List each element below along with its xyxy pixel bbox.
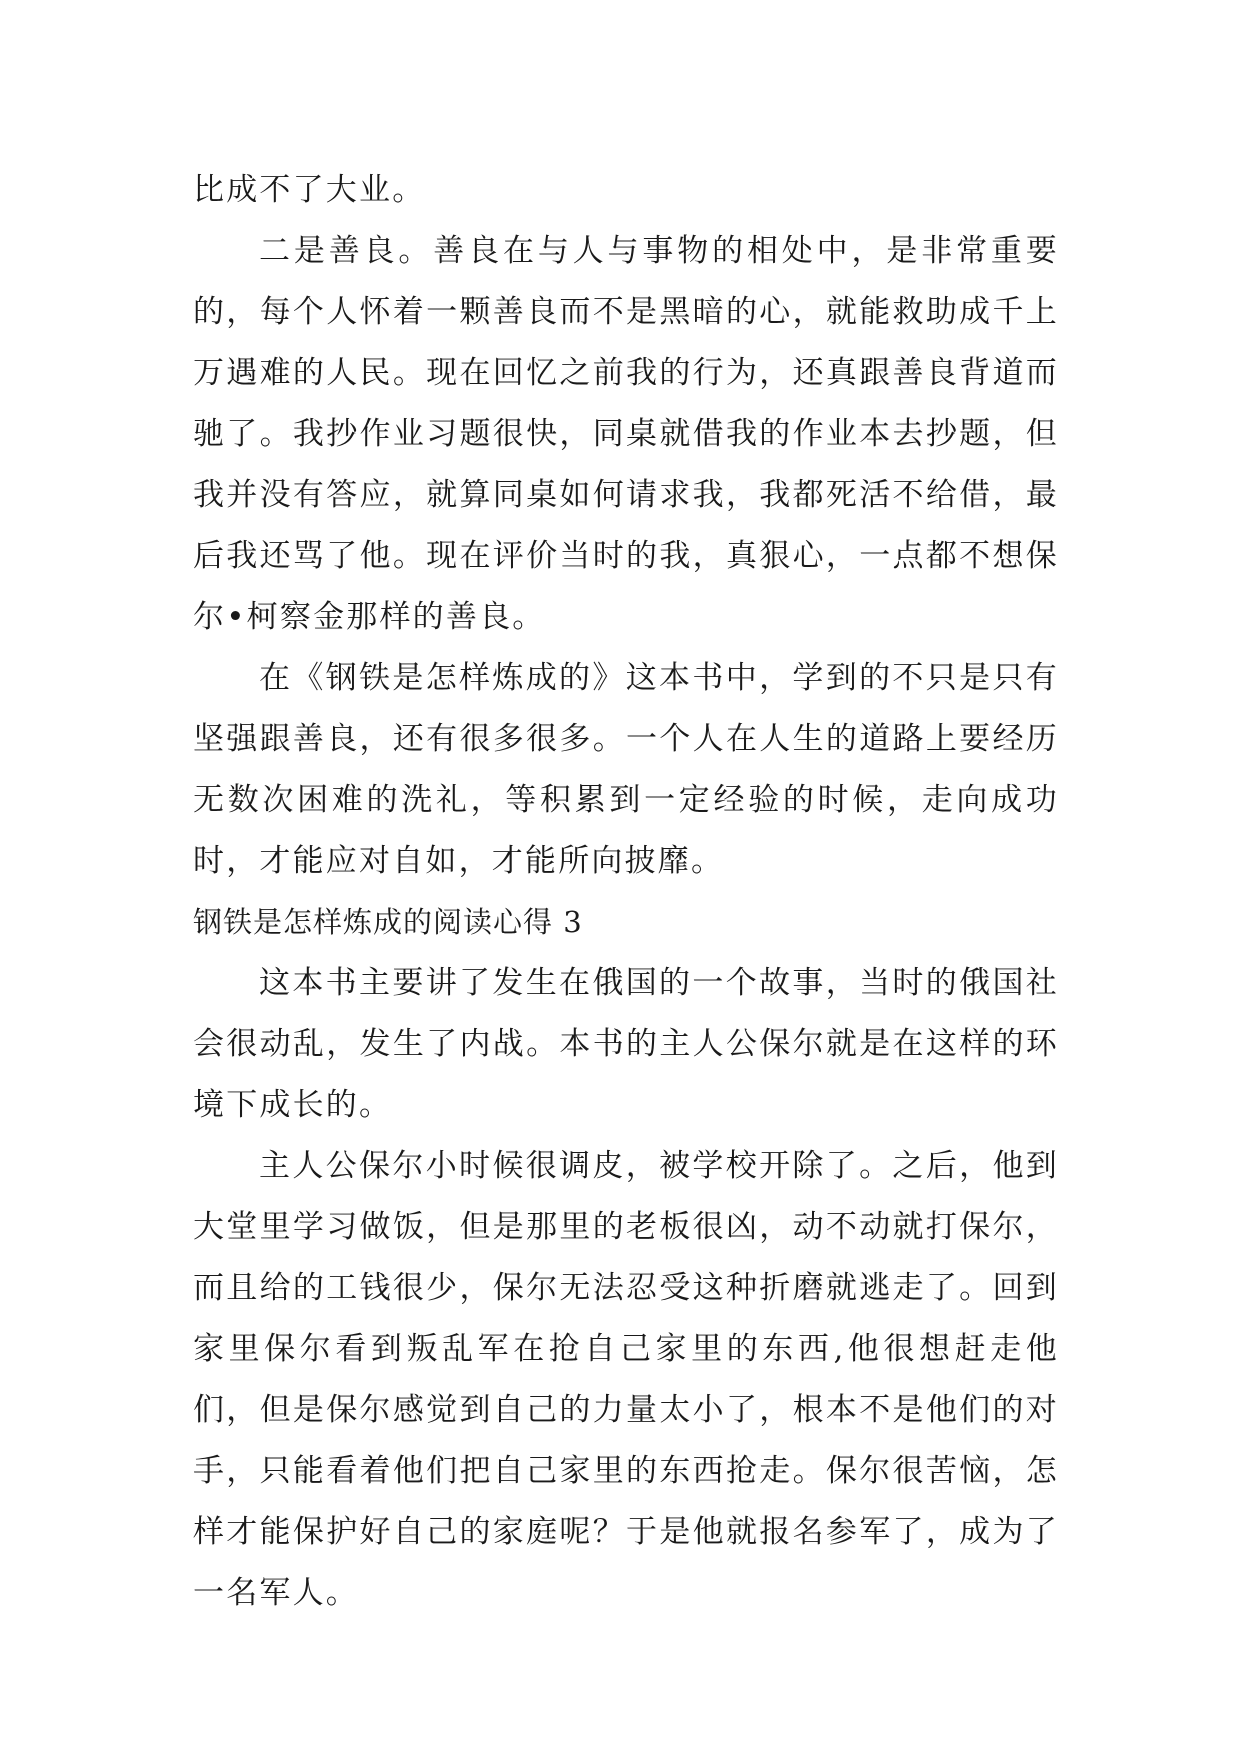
section-heading: 钢铁是怎样炼成的阅读心得 3 <box>193 905 583 939</box>
paragraph-continuation: 比成不了大业。 <box>193 172 426 208</box>
paragraph-kindness: 二是善良。善良在与人与事物的相处中，是非常重要的，每个人怀着一颗善良而不是黑暗的心，就能救助成千上万遇难的人民。现在回忆之前我的行为，还真跟善良背道而驰了。我抄作业习题很快，同桌就借我的作业本去抄题，但我并没有答应，就算同桌如何请求我，我都死活不给借，最后我还骂了他。现在评价当时的我，真狠心，一点都不想保尔•柯察金那样的善良。 <box>193 233 1059 635</box>
paragraph-protagonist: 主人公保尔小时候很调皮，被学校开除了。之后，他到大堂里学习做饭，但是那里的老板很凶，动不动就打保尔，而且给的工钱很少，保尔无法忍受这种折磨就逃走了。回到家里保尔看到叛乱军在抢自己家里的东西,他很想赶走他们，但是保尔感觉到自己的力量太小了，根本不是他们的对手，只能看着他们把自己家里的东西抢走。保尔很苦恼，怎样才能保护好自己的家庭呢？于是他就报名参军了，成为了一名军人。 <box>193 1148 1059 1611</box>
paragraph-book-lessons: 在《钢铁是怎样炼成的》这本书中，学到的不只是只有坚强跟善良，还有很多很多。一个人在人生的道路上要经历无数次困难的洗礼，等积累到一定经验的时候，走向成功时，才能应对自如，才能所向披靡。 <box>193 660 1059 879</box>
document-body <box>193 160 1059 1624</box>
paragraph-story-intro: 这本书主要讲了发生在俄国的一个故事，当时的俄国社会很动乱，发生了内战。本书的主人公保尔就是在这样的环境下成长的。 <box>193 965 1059 1123</box>
